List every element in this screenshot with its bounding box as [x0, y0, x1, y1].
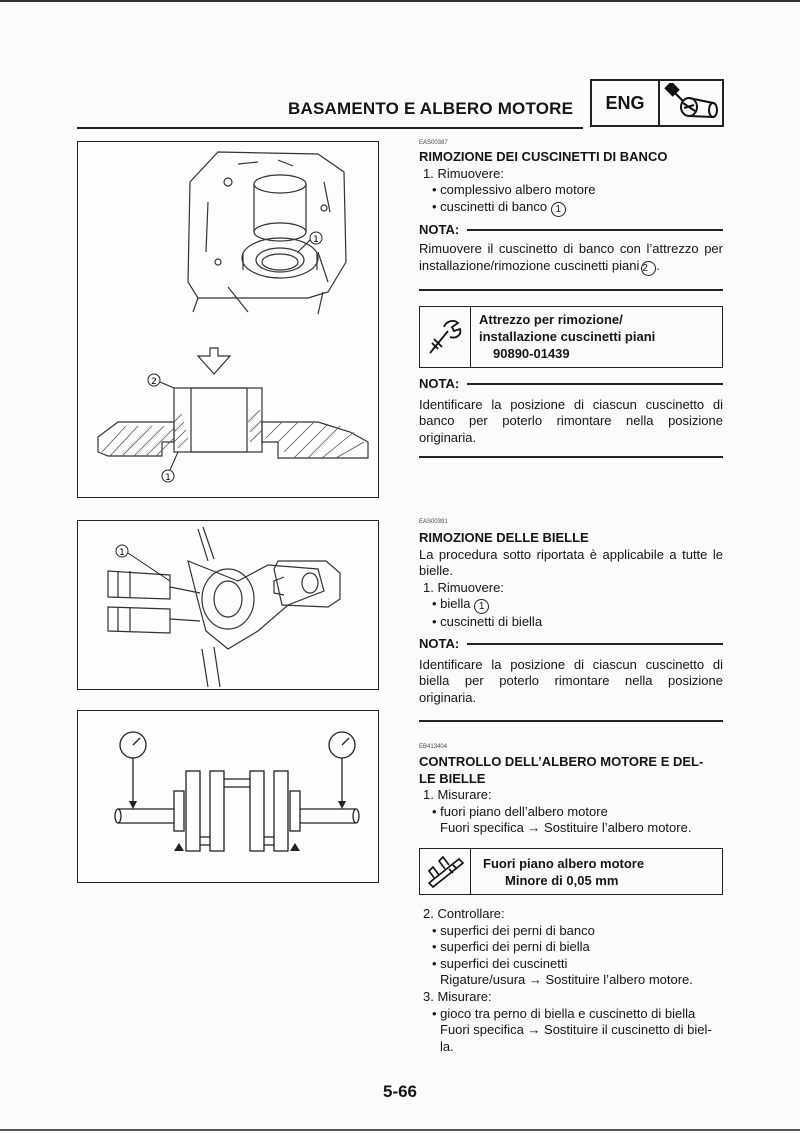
nota-block-2 — [419, 376, 723, 446]
nota-heading-1 — [419, 222, 723, 239]
tool-name-line1: Attrezzo per rimozione/ — [479, 312, 623, 327]
item-crankshaft-assembly: • complessivo albero motore — [432, 182, 596, 198]
item-connecting-rod-text: • biella — [432, 596, 471, 612]
section-connecting-rod-removal — [419, 530, 723, 706]
nota-label-2: NOTA: — [419, 376, 460, 391]
fig1-callout-1a: 1 — [313, 235, 319, 245]
figure-crankshaft-runout — [77, 710, 379, 883]
section-crankshaft-check — [419, 754, 723, 837]
page-number: 5-66 — [382, 1082, 418, 1101]
section-title-3-l1: CONTROLLO DELL’ALBERO MOTORE E DEL- — [419, 754, 704, 769]
section-code-2: EAS00391 — [419, 519, 448, 525]
page-header-title: BASAMENTO E ALBERO MOTORE — [288, 99, 574, 118]
step-check-2: 2. Controllare: — [423, 906, 505, 921]
item-connecting-rod — [419, 596, 723, 614]
tool-part-number: 90890-01439 — [493, 346, 570, 361]
step-measure-3: 3. Misurare: — [423, 988, 492, 1004]
fig1-callout-1b: 1 — [165, 473, 171, 483]
eng-section-badge — [590, 79, 724, 127]
nota-text-1: Rimuovere il cuscinetto di banco con l’attrezzo per installazione/rimozione cuscinetti piani 2 . — [419, 241, 723, 274]
section-title-1: RIMOZIONE DEI CUSCINETTI DI BANCO — [419, 149, 668, 164]
figure-connecting-rod-removal — [77, 520, 379, 690]
ref-callout-1: 1 — [551, 202, 566, 217]
nota-end-rule-1 — [419, 289, 723, 291]
figure-main-bearing-removal — [77, 141, 379, 498]
section-intro-2: La procedura sotto riportata è applicabile a tutte le bielle. — [419, 546, 723, 579]
spec-name: Fuori piano albero motore — [483, 856, 645, 871]
step-remove: 1. Rimuovere: — [423, 165, 504, 181]
section-title-3-l2: LE BIELLE — [419, 770, 486, 786]
tool-name-line2: installazione cuscinetti piani — [479, 329, 656, 344]
eng-badge-label: ENG — [592, 81, 660, 125]
item-crankpin-clearance: • gioco tra perno di biella e cuscinetto di biella — [432, 1005, 696, 1021]
section-crankshaft-check-cont — [419, 906, 723, 1055]
item-rod-bearings: • cuscinetti di biella — [432, 614, 543, 630]
top-border — [0, 0, 800, 2]
fig1-callout-2: 2 — [151, 377, 157, 387]
spec-value: Minore di 0,05 mm — [505, 873, 619, 888]
nota-label-1: NOTA: — [419, 221, 460, 237]
item-crankshaft-runout: • fuori piano dell’albero motore — [432, 803, 608, 819]
section-main-bearing-removal — [419, 149, 723, 276]
bottom-border — [0, 1129, 800, 1131]
item-crankpin-surfaces: • superfici dei perni di biella — [432, 939, 590, 955]
nota-end-rule-3 — [419, 720, 723, 722]
special-tool-box — [419, 306, 723, 368]
note-replace-rod-bearing-l1: Fuori specifica → Sostituire il cuscinetto di biel- — [440, 1022, 712, 1038]
caliper-icon — [420, 849, 471, 894]
nota-text-3: Identificare la posizione di ciascun cuscinetto di biella per poterlo rimontare nella posizione originaria. — [419, 656, 723, 705]
wrench-tool-icon — [420, 307, 471, 367]
nota-text-2: Identificare la posizione di ciascun cuscinetto di banco per poterlo rimontare nella posizione originaria. — [419, 396, 723, 445]
fig2-callout-1: 1 — [119, 548, 125, 558]
item-main-bearings-text: • cuscinetti di banco — [432, 198, 548, 214]
ref-callout-2: 2 — [641, 261, 656, 276]
nota-end-rule-2 — [419, 456, 723, 458]
step-remove-2: 1. Rimuovere: — [423, 579, 504, 595]
nota-text-1-body: Rimuovere il cuscinetto di banco con l’attrezzo per installazione/rimozione cuscinetti piani — [419, 241, 723, 273]
section-code-3: EB413404 — [419, 744, 448, 750]
spec-box — [419, 848, 723, 895]
header-rule — [77, 127, 583, 129]
nota-heading-3 — [419, 636, 723, 653]
item-main-bearings — [419, 199, 723, 217]
note-scoring-wear: Rigature/usura → Sostituire l’albero motore. — [440, 972, 693, 988]
nota-heading-2 — [419, 376, 723, 393]
step-measure-1: 1. Misurare: — [423, 787, 492, 803]
nota-label-3: NOTA: — [419, 635, 460, 651]
section-code-1: EAS00387 — [419, 140, 448, 146]
engine-section-icon — [660, 81, 722, 125]
note-replace-crankshaft: Fuori specifica → Sostituire l’albero motore. — [440, 820, 692, 836]
ref-callout-rod: 1 — [474, 599, 489, 614]
note-replace-rod-bearing-l2: la. — [440, 1038, 454, 1054]
section-title-2: RIMOZIONE DELLE BIELLE — [419, 530, 589, 545]
item-bearing-surfaces: • superfici dei cuscinetti — [432, 955, 568, 971]
item-main-journal-surfaces: • superfici dei perni di banco — [432, 922, 595, 938]
